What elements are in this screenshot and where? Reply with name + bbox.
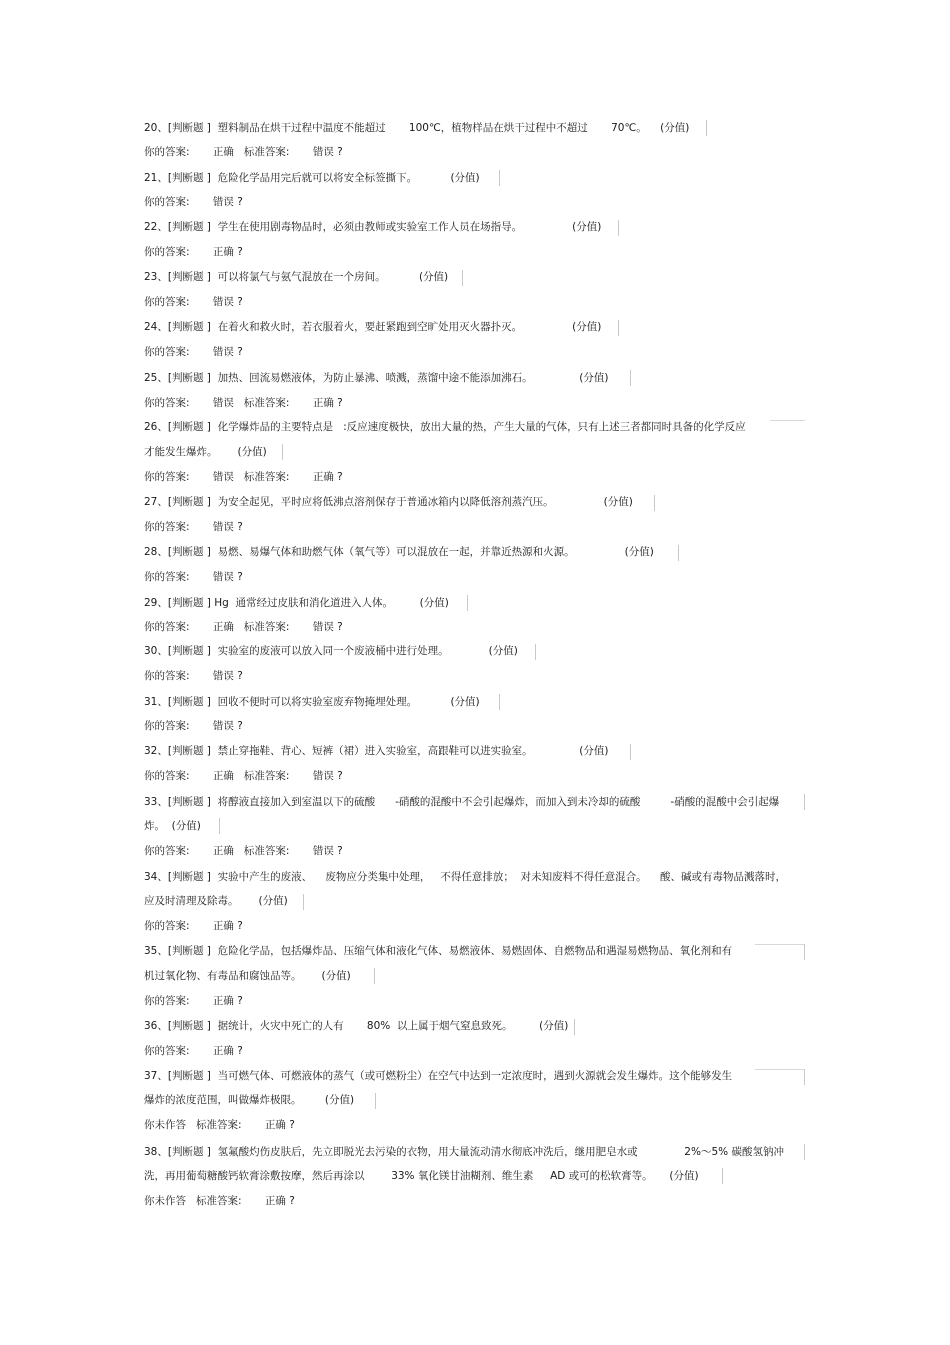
question-25-line-1: 25、[判断题 ] 加热、回流易燃液体，为防止暴沸、喷溅，蒸馏中途不能添加沸石。 (分值) xyxy=(144,372,609,384)
question-32-line-1: 32、[判断题 ] 禁止穿拖鞋、背心、短裤（裙）进入实验室，高跟鞋可以进实验室。 (分值) xyxy=(144,745,609,757)
question-34-line-2: 应及时清理及除毒。 (分值) xyxy=(144,895,288,907)
question-26-answer: 你的答案: 错误 标准答案: 正确 ? xyxy=(144,471,343,483)
question-36-answer: 你的答案: 正确 ? xyxy=(144,1045,243,1057)
score-divider xyxy=(654,495,655,511)
question-20-answer: 你的答案: 正确 标准答案: 错误 ? xyxy=(144,146,343,158)
score-divider xyxy=(574,1019,575,1035)
question-35-line-2: 机过氧化物、有毒品和腐蚀品等。 (分值) xyxy=(144,970,351,982)
question-23-answer: 你的答案: 错误 ? xyxy=(144,296,243,308)
question-37-line-2: 爆炸的浓度范围，叫做爆炸极限。 (分值) xyxy=(144,1094,355,1106)
score-divider xyxy=(722,1168,723,1184)
question-33-answer: 你的答案: 正确 标准答案: 错误 ? xyxy=(144,845,343,857)
score-divider xyxy=(804,944,805,960)
question-26-line-1: 26、[判断题 ] 化学爆炸品的主要特点是 :反应速度极快，放出大量的热，产生大量的气体，只有上述三者都同时具备的化学反应 xyxy=(144,421,746,433)
question-35-line-1: 35、[判断题 ] 危险化学品，包括爆炸品、压缩气体和液化气体、易燃液体、易燃固体、自燃物品和遇湿易燃物品、氧化剂和有 xyxy=(144,945,733,957)
score-divider xyxy=(678,545,679,561)
score-divider xyxy=(499,170,500,186)
score-divider xyxy=(467,595,468,611)
question-27-answer: 你的答案: 错误 ? xyxy=(144,521,243,533)
score-divider xyxy=(630,370,631,386)
question-28-line-1: 28、[判断题 ] 易燃、易爆气体和助燃气体（氧气等）可以混放在一起，并靠近热源和火源。 (分值) xyxy=(144,546,654,558)
score-divider xyxy=(618,320,619,336)
score-divider xyxy=(706,120,707,136)
question-25-answer: 你的答案: 错误 标准答案: 正确 ? xyxy=(144,397,343,409)
question-24-line-1: 24、[判断题 ] 在着火和救火时，若衣服着火，要赶紧跑到空旷处用灭火器扑灭。 (分值) xyxy=(144,321,602,333)
score-divider xyxy=(499,694,500,710)
question-22-line-1: 22、[判断题 ] 学生在使用剧毒物品时，必须由教师或实验室工作人员在场指导。 (分值) xyxy=(144,221,602,233)
question-20-line-1: 20、[判断题 ] 塑料制品在烘干过程中温度不能超过 100℃，植物样品在烘干过程中不超过 70℃。 (分值) xyxy=(144,122,690,134)
score-divider xyxy=(535,644,536,660)
question-33-line-2: 炸。 (分值) xyxy=(144,820,201,832)
question-29-line-1: 29、[判断题 ] Hg 通常经过皮肤和消化道进入人体。 (分值) xyxy=(144,597,449,609)
question-23-line-1: 23、[判断题 ] 可以将氯气与氨气混放在一个房间。 (分值) xyxy=(144,271,449,283)
question-37-answer: 你未作答 标准答案: 正确 ? xyxy=(144,1119,295,1131)
question-30-answer: 你的答案: 错误 ? xyxy=(144,670,243,682)
question-21-line-1: 21、[判断题 ] 危险化学品用完后就可以将安全标签撕下。 (分值) xyxy=(144,172,480,184)
question-30-line-1: 30、[判断题 ] 实验室的废液可以放入同一个废液桶中进行处理。 (分值) xyxy=(144,645,518,657)
line-rule xyxy=(755,1069,805,1070)
score-divider xyxy=(282,444,283,460)
score-divider xyxy=(804,1069,805,1085)
question-31-answer: 你的答案: 错误 ? xyxy=(144,720,243,732)
question-22-answer: 你的答案: 正确 ? xyxy=(144,246,243,258)
question-34-line-1: 34、[判断题 ] 实验中产生的废液、 废物应分类集中处理， 不得任意排放； 对未知废料不得任意混合。 酸、碱或有毒物品溅落时， xyxy=(144,871,786,883)
question-38-line-2: 洗，再用葡萄糖酸钙软膏涂敷按摩，然后再涂以 33% 氧化镁甘油糊剂、维生素 AD 或可的松软膏等。 (分值) xyxy=(144,1170,699,1182)
question-24-answer: 你的答案: 错误 ? xyxy=(144,346,243,358)
question-27-line-1: 27、[判断题 ] 为安全起见，平时应将低沸点溶剂保存于普通冰箱内以降低溶剂蒸汽压。 (分值) xyxy=(144,496,633,508)
question-32-answer: 你的答案: 正确 标准答案: 错误 ? xyxy=(144,770,343,782)
score-divider xyxy=(804,794,805,810)
question-33-line-1: 33、[判断题 ] 将醇液直接加入到室温以下的硫酸 -硝酸的混酸中不会引起爆炸，而加入到未冷却的硫酸 -硝酸的混酸中会引起爆 xyxy=(144,796,780,808)
question-38-answer: 你未作答 标准答案: 正确 ? xyxy=(144,1195,295,1207)
score-divider xyxy=(374,968,375,984)
question-37-line-1: 37、[判断题 ] 当可燃气体、可燃液体的蒸气（或可燃粉尘）在空气中达到一定浓度时，遇到火源就会发生爆炸。这个能够发生 xyxy=(144,1070,733,1082)
line-rule xyxy=(755,944,805,945)
question-36-line-1: 36、[判断题 ] 据统计，火灾中死亡的人有 80% 以上属于烟气窒息致死。 (分值) xyxy=(144,1020,569,1032)
score-divider xyxy=(630,744,631,760)
question-31-line-1: 31、[判断题 ] 回收不便时可以将实验室废弃物掩埋处理。 (分值) xyxy=(144,696,480,708)
question-38-line-1: 38、[判断题 ] 氢氟酸灼伤皮肤后，先立即脱光去污染的衣物，用大量流动清水彻底冲洗后，继用肥皂水或 2%～5% 碳酸氢钠冲 xyxy=(144,1146,784,1158)
question-29-answer: 你的答案: 正确 标准答案: 错误 ? xyxy=(144,621,343,633)
score-divider xyxy=(462,270,463,286)
question-21-answer: 你的答案: 错误 ? xyxy=(144,196,243,208)
score-divider xyxy=(375,1093,376,1109)
score-divider xyxy=(618,220,619,236)
question-35-answer: 你的答案: 正确 ? xyxy=(144,995,243,1007)
question-26-line-2: 才能发生爆炸。 (分值) xyxy=(144,446,267,458)
question-34-answer: 你的答案: 正确 ? xyxy=(144,920,243,932)
score-divider xyxy=(219,818,220,834)
line-rule xyxy=(770,420,805,421)
score-divider xyxy=(804,1144,805,1160)
score-divider xyxy=(303,894,304,910)
question-28-answer: 你的答案: 错误 ? xyxy=(144,571,243,583)
